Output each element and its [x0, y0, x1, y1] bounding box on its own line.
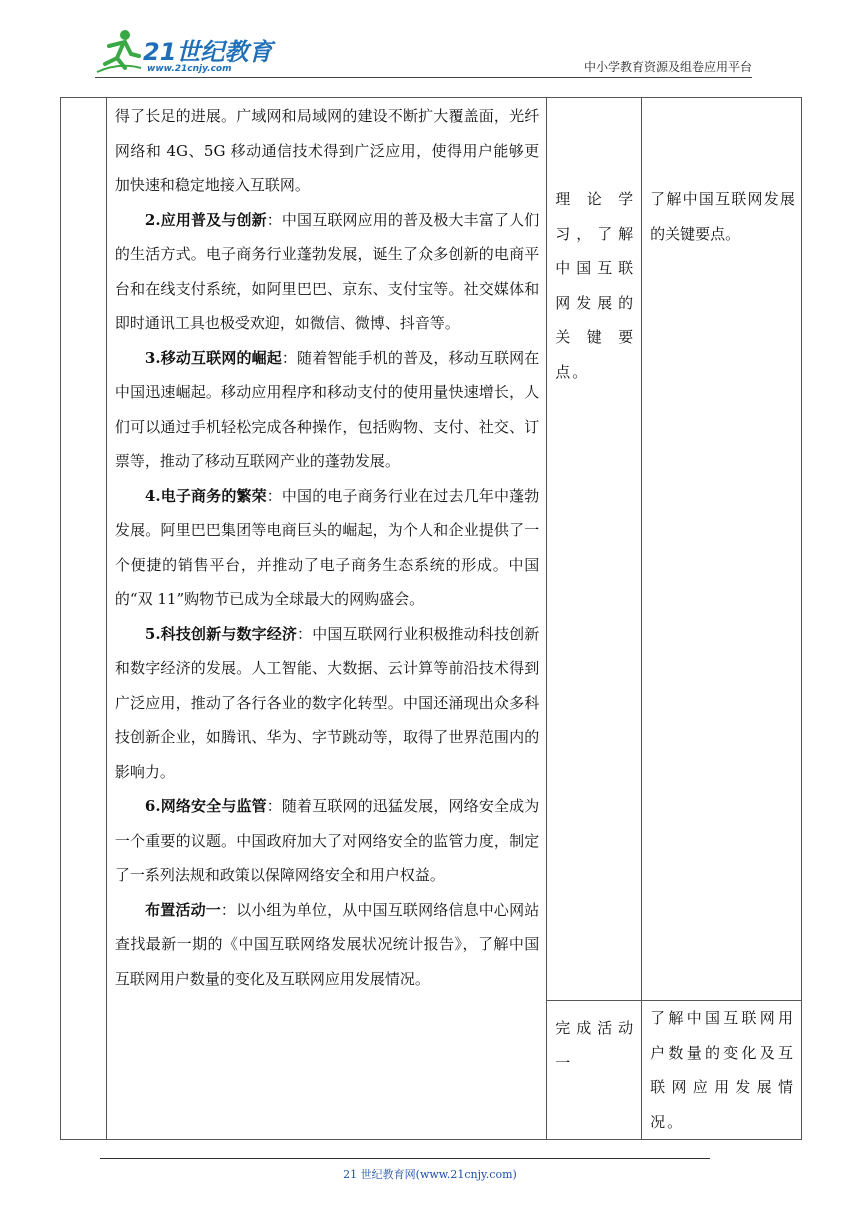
site-logo — [95, 28, 275, 78]
paragraph-heading: 3.移动互联网的崛起 — [144, 348, 282, 367]
paragraph-heading: 布置活动一 — [144, 900, 221, 919]
runner-icon — [95, 28, 143, 74]
logo-text: 21世纪教育 — [143, 38, 273, 66]
header-divider — [95, 77, 752, 78]
stage-cell — [61, 98, 107, 1140]
paragraph-heading: 4.电子商务的繁荣 — [144, 486, 267, 505]
paragraph: 3.移动互联网的崛起：随着智能手机的普及，移动互联网在中国迅速崛起。移动应用程序和移动支付的使用量快速增长，人们可以通过手机轻松完成各种操作，包括购物、支付、社交、订票等，推动了移动互联网产业的蓬勃发展。 — [114, 348, 540, 470]
design-intent-cell — [642, 1001, 802, 1140]
student-activity-cell — [547, 98, 642, 1001]
platform-name: 中小学教育资源及组卷应用平台 — [583, 60, 752, 74]
paragraph: 得了长足的进展。广域网和局域网的建设不断扩大覆盖面，光纤网络和 4G、5G 移动通信技术得到广泛应用，使得用户能够更加快速和稳定地接入互联网。 — [114, 107, 540, 194]
student-activity-text: 完成活动一 — [555, 1019, 636, 1072]
paragraph: 5.科技创新与数字经济：中国互联网行业积极推动科技创新和数字经济的发展。人工智能、大数据、云计算等前沿技术得到广泛应用，推动了各行各业的数字化转型。中国还涌现出众多科技创新企业，如腾讯、华为、字节跳动等，取得了世界范围内的影响力。 — [114, 624, 540, 781]
student-activity-text: 理论学习，了解中国互联网发展的关键要点。 — [555, 190, 636, 381]
paragraph: 4.电子商务的繁荣：中国的电子商务行业在过去几年中蓬勃发展。阿里巴巴集团等电商巨头的崛起，为个人和企业提供了一个便捷的销售平台，并推动了电子商务生态系统的形成。中国的“双 11”购物节已成为全球最大的网购盛会。 — [114, 486, 540, 608]
paragraph: 布置活动一：以小组为单位，从中国互联网络信息中心网站查找最新一期的《中国互联网络发展状况统计报告》，了解中国互联网用户数量的变化及互联网应用发展情况。 — [114, 900, 540, 988]
paragraph-heading: 5.科技创新与数字经济 — [144, 624, 298, 643]
design-intent-cell — [642, 98, 802, 1001]
table-row — [61, 98, 802, 1001]
paragraph: 6.网络安全与监管：随着互联网的迅猛发展，网络安全成为一个重要的议题。中国政府加大了对网络安全的监管力度，制定了一系列法规和政策以保障网络安全和用户权益。 — [114, 797, 540, 884]
design-intent-text: 了解中国互联网发展的关键要点。 — [650, 190, 795, 243]
paragraph-heading: 2.应用普及与创新 — [144, 210, 267, 229]
footer-divider — [100, 1158, 710, 1159]
student-activity-cell — [547, 1001, 642, 1140]
teacher-activity-cell — [106, 98, 546, 1140]
logo-url: www.21cnjy.com — [147, 64, 232, 74]
paragraph-heading: 6.网络安全与监管 — [144, 797, 267, 815]
design-intent-text: 了解中国互联网用户数量的变化及互联网应用发展情况。 — [650, 1009, 795, 1131]
footer-text: 21 世纪教育网(www.21cnjy.com) — [343, 1168, 517, 1181]
paragraph: 2.应用普及与创新：中国互联网应用的普及极大丰富了人们的生活方式。电子商务行业蓬勃发展，诞生了众多创新的电商平台和在线支付系统，如阿里巴巴、京东、支付宝等。社交媒体和即时通讯工具也极受欢迎，如微信、微博、抖音等。 — [114, 210, 540, 332]
page-header — [0, 0, 860, 80]
lesson-table — [60, 97, 802, 1140]
